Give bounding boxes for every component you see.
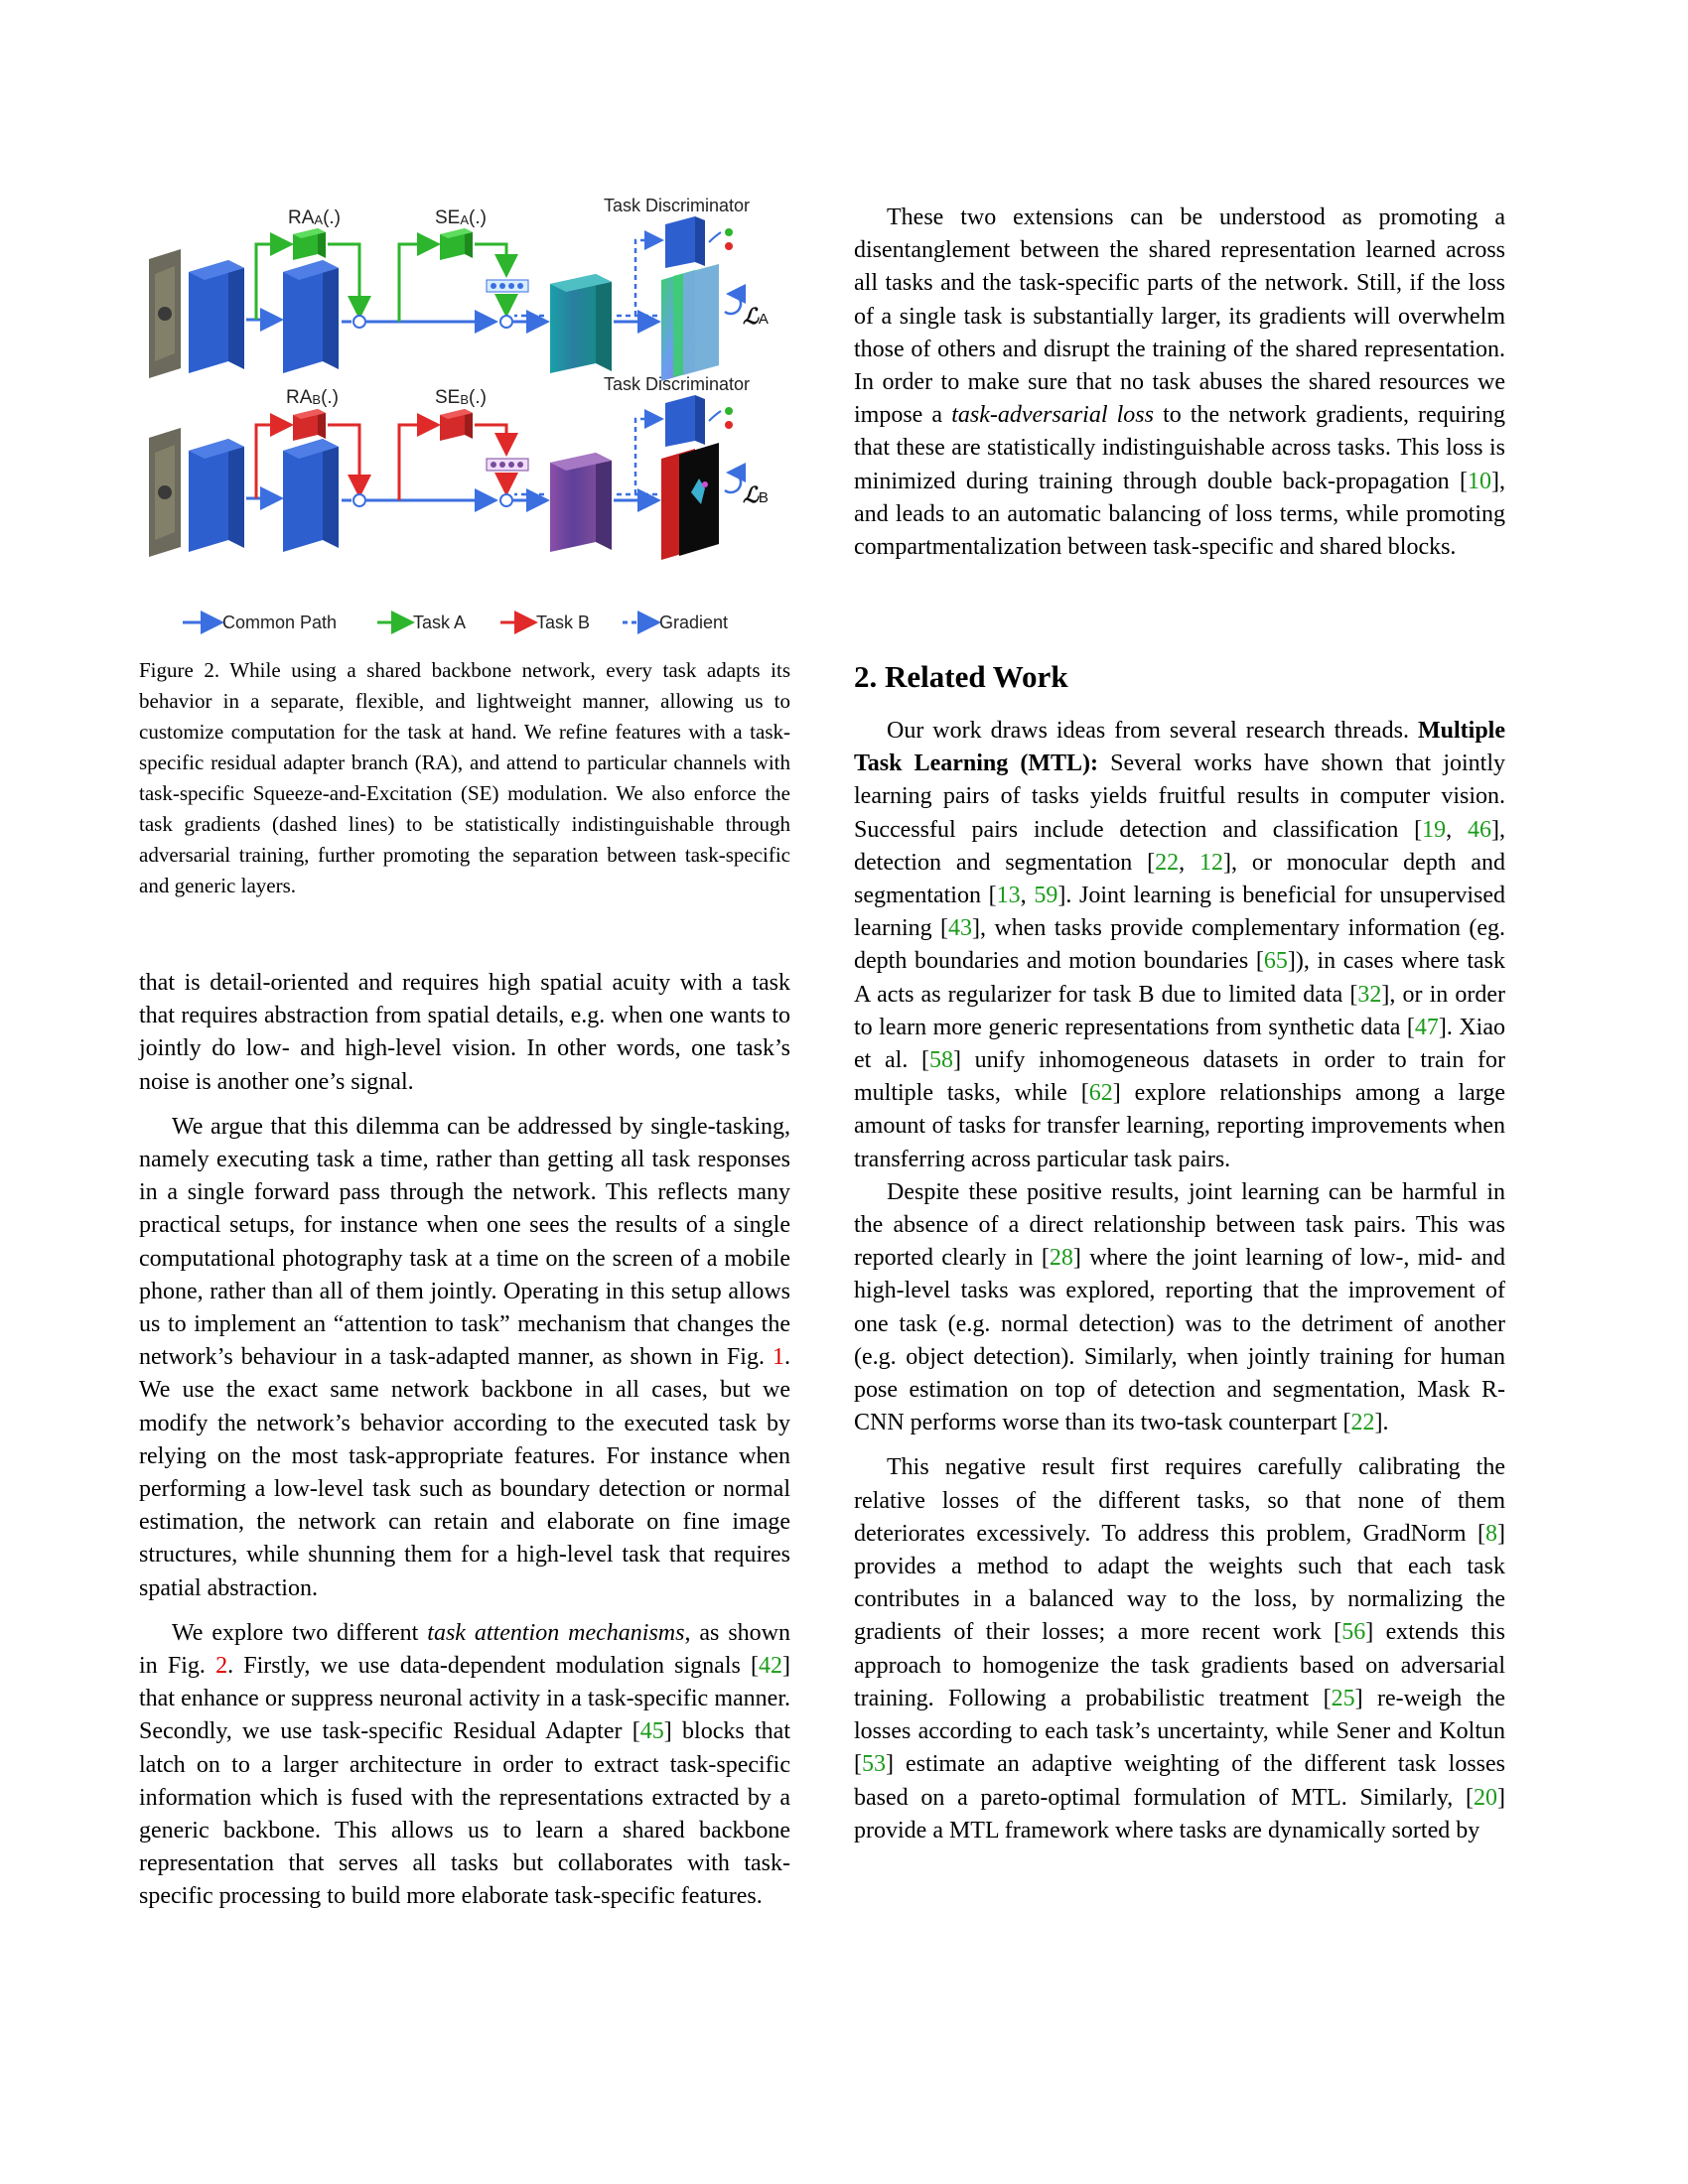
legend-common-path-label: Common Path	[222, 613, 338, 632]
citation-link[interactable]: 42	[759, 1653, 783, 1680]
citation-link[interactable]: 10	[1468, 468, 1491, 494]
citation-link[interactable]: 43	[948, 915, 973, 942]
citation-link[interactable]: 13	[996, 883, 1021, 909]
sum-node-b	[353, 494, 365, 506]
paragraph: Our work draws ideas from several research threads. Multiple Task Learning (MTL): Several works have shown that jointly learning pairs of tasks yields fruitful results in computer vision. Successful pairs include detection and classification [19, 46], detection and segmentation [22, 12], or monocular depth and segmentation [13, 59]. Joint learning is beneficial for unsupervised learning [43], when tasks provide complementary information (eg. depth boundaries and motion boundaries [65]), in cases where task A acts as regularizer for task B due to limited data [32], or in order to learn more generic representations from synthetic data [47]. Xiao et al. [58] unify inhomogeneous datasets in order to train for multiple tasks, while [62] explore relationships among a large amount of tasks for transfer learning, reporting improvements when transferring across particular task pairs.	[854, 718, 1506, 1172]
citation-link[interactable]: 58	[929, 1047, 953, 1074]
squeeze-excitation-a	[440, 228, 473, 260]
figure-caption	[139, 655, 790, 901]
paragraph: that is detail-oriented and requires high spatial acuity with a task that requires abstraction from spatial details, e.g. when one wants to jointly do low- and high-level vision. In other words, one task’s noise is another one’s signal.	[139, 970, 790, 1095]
section-heading: 2. Related Work	[854, 659, 1068, 694]
task-a-row	[149, 216, 741, 381]
task-b-row	[149, 395, 741, 560]
loss-b-label: ℒB	[743, 482, 769, 508]
backbone-block-2-b	[283, 439, 339, 552]
legend-gradient-label: Gradient	[659, 613, 729, 632]
figure-caption-label: Figure 2.	[139, 658, 220, 682]
figure-caption-text: While using a shared backbone network, every task adapts its behavior in a separate, flexible, and lightweight manner, allowing us to customize computation for the task at hand. We refine features with a task-specific residual adapter branch (RA), and attend to particular channels with task-specific Squeeze-and-Excitation (SE) modulation. We also enforce the task gradients (dashed lines) to be statistically indistinguishable through adversarial training, further promoting the separation between task-specific and generic layers.	[139, 658, 790, 897]
left-body-text	[139, 967, 790, 1914]
citation-link[interactable]: 46	[1468, 816, 1492, 843]
residual-adapter-b	[293, 409, 326, 441]
label-task-discriminator-a: Task Discriminator	[604, 196, 751, 215]
figure-reference[interactable]: 2	[215, 1653, 228, 1680]
citation-link[interactable]: 45	[639, 1718, 664, 1745]
loss-a-label: ℒA	[743, 304, 769, 330]
task-discriminator-a	[665, 216, 705, 268]
output-map-b	[661, 443, 719, 560]
legend-task-b-label: Task B	[536, 613, 591, 632]
figure-2-diagram	[139, 195, 790, 647]
citation-link[interactable]: 22	[1350, 1410, 1375, 1436]
right-top-text	[854, 202, 1505, 564]
citation-link[interactable]: 62	[1088, 1080, 1113, 1107]
squeeze-excitation-b	[440, 409, 473, 441]
citation-link[interactable]: 22	[1155, 849, 1180, 876]
citation-link[interactable]: 25	[1331, 1685, 1355, 1711]
label-task-discriminator-b: Task Discriminator	[604, 374, 751, 394]
citation-link[interactable]: 19	[1422, 816, 1447, 843]
citation-link[interactable]: 28	[1049, 1245, 1073, 1272]
paragraph: Despite these positive results, joint learning can be harmful in the absence of a direct relationship between task pairs. This was reported clearly in [28] where the joint learning of low-, mid- and high-level tasks was explored, reporting that the improvement of one task (e.g. normal detection) was to the detriment of another (e.g. object detection). Similarly, when jointly training for human pose estimation on top of detection and segmentation, Mask R-CNN performs worse than its two-task counterpart [22].	[854, 1178, 1505, 1436]
label-ra-a: $RA_A(.)$	[288, 207, 342, 228]
feature-block-a	[550, 274, 612, 373]
task-discriminator-b	[665, 395, 705, 447]
citation-link[interactable]: 65	[1263, 948, 1288, 975]
paragraph: We explore two different task attention mechanisms, as shown in Fig. 2. Firstly, we use data-dependent modulation signals [42] that enhance or suppress neuronal activity in a task-specific manner. Secondly, we use task-specific Residual Adapter [45] blocks that latch on to a larger architecture in order to extract task-specific information which is fused with the representations extracted by a generic backbone. This allows us to learn a shared backbone representation that serves all tasks but collaborates with task-specific processing to build more elaborate task-specific features.	[139, 1619, 791, 1910]
citation-link[interactable]: 59	[1034, 883, 1058, 909]
citation-link[interactable]: 12	[1199, 849, 1223, 876]
right-body-text	[854, 715, 1505, 1847]
backbone-block-2-a	[283, 260, 339, 373]
citation-link[interactable]: 8	[1485, 1520, 1497, 1547]
paragraph: This negative result first requires carefully calibrating the relative losses of the different tasks, so that none of them deteriorates excessively. To address this problem, GradNorm [8] provides a method to adapt the weights such that each task contributes in a balanced way to the loss, by normalizing the gradients of their losses; a more recent work [56] extends this approach to homogenize the task gradients based on adversarial training. Following a probabilistic treatment [25] re-weigh the losses according to each task’s uncertainty, while Sener and Koltun [53] estimate an adaptive weighting of the different task losses based on a pareto-optimal formulation of MTL. Similarly, [20] provide a MTL framework where tasks are dynamically sorted by	[854, 1454, 1505, 1843]
citation-link[interactable]: 56	[1341, 1619, 1366, 1646]
paragraph: We argue that this dilemma can be addressed by single-tasking, namely executing task a time, rather than getting all task responses in a single forward pass through the network. This reflects many practical setups, for instance when one sees the results of a single computational photography task at a time on the screen of a mobile phone, rather than all of them jointly. Operating in this setup allows us to implement an “attention to task” mechanism that changes the network’s behaviour in a task-adapted manner, as shown in Fig. 1. We use the exact same network backbone in all cases, but we modify the network’s behavior according to the executed task by relying on the most task-appropriate features. For instance when performing a low-level task such as boundary detection or normal estimation, the network can retain and elaborate on fine image structures, while shunning them for a high-level task that requires spatial abstraction.	[139, 1113, 790, 1601]
output-map-a	[661, 264, 719, 381]
residual-adapter-a	[293, 228, 326, 260]
citation-link[interactable]: 47	[1414, 1014, 1439, 1040]
legend-task-a-label: Task A	[413, 613, 467, 632]
label-se-b: $SE_B(.)$	[435, 387, 487, 408]
citation-link[interactable]: 32	[1357, 981, 1382, 1008]
backbone-block-1-a	[189, 260, 244, 373]
citation-link[interactable]: 20	[1474, 1784, 1497, 1811]
sum-node-a	[353, 316, 365, 328]
paragraph: These two extensions can be understood as promoting a disentanglement between the shared representation learned across all tasks and the task-specific parts of the network. Still, if the loss of a single task is substantially larger, its gradients will overwhelm those of others and disrupt the training of the shared representation. In order to make sure that no task abuses the shared resources we impose a task-adversarial loss to the network gradients, requiring that these are statistically indistinguishable across tasks. This loss is minimized during training through double back-propagation [10], and leads to an automatic balancing of loss terms, while promoting compartmentalization between task-specific and shared blocks.	[854, 205, 1506, 561]
citation-link[interactable]: 53	[862, 1751, 886, 1778]
backbone-block-1-b	[189, 439, 244, 552]
label-ra-b: $RA_B(.)$	[286, 387, 340, 408]
architecture-diagram	[139, 195, 790, 647]
label-se-a: $SE_A(.)$	[435, 207, 487, 228]
feature-block-b	[550, 453, 612, 552]
figure-reference[interactable]: 1	[773, 1344, 784, 1371]
